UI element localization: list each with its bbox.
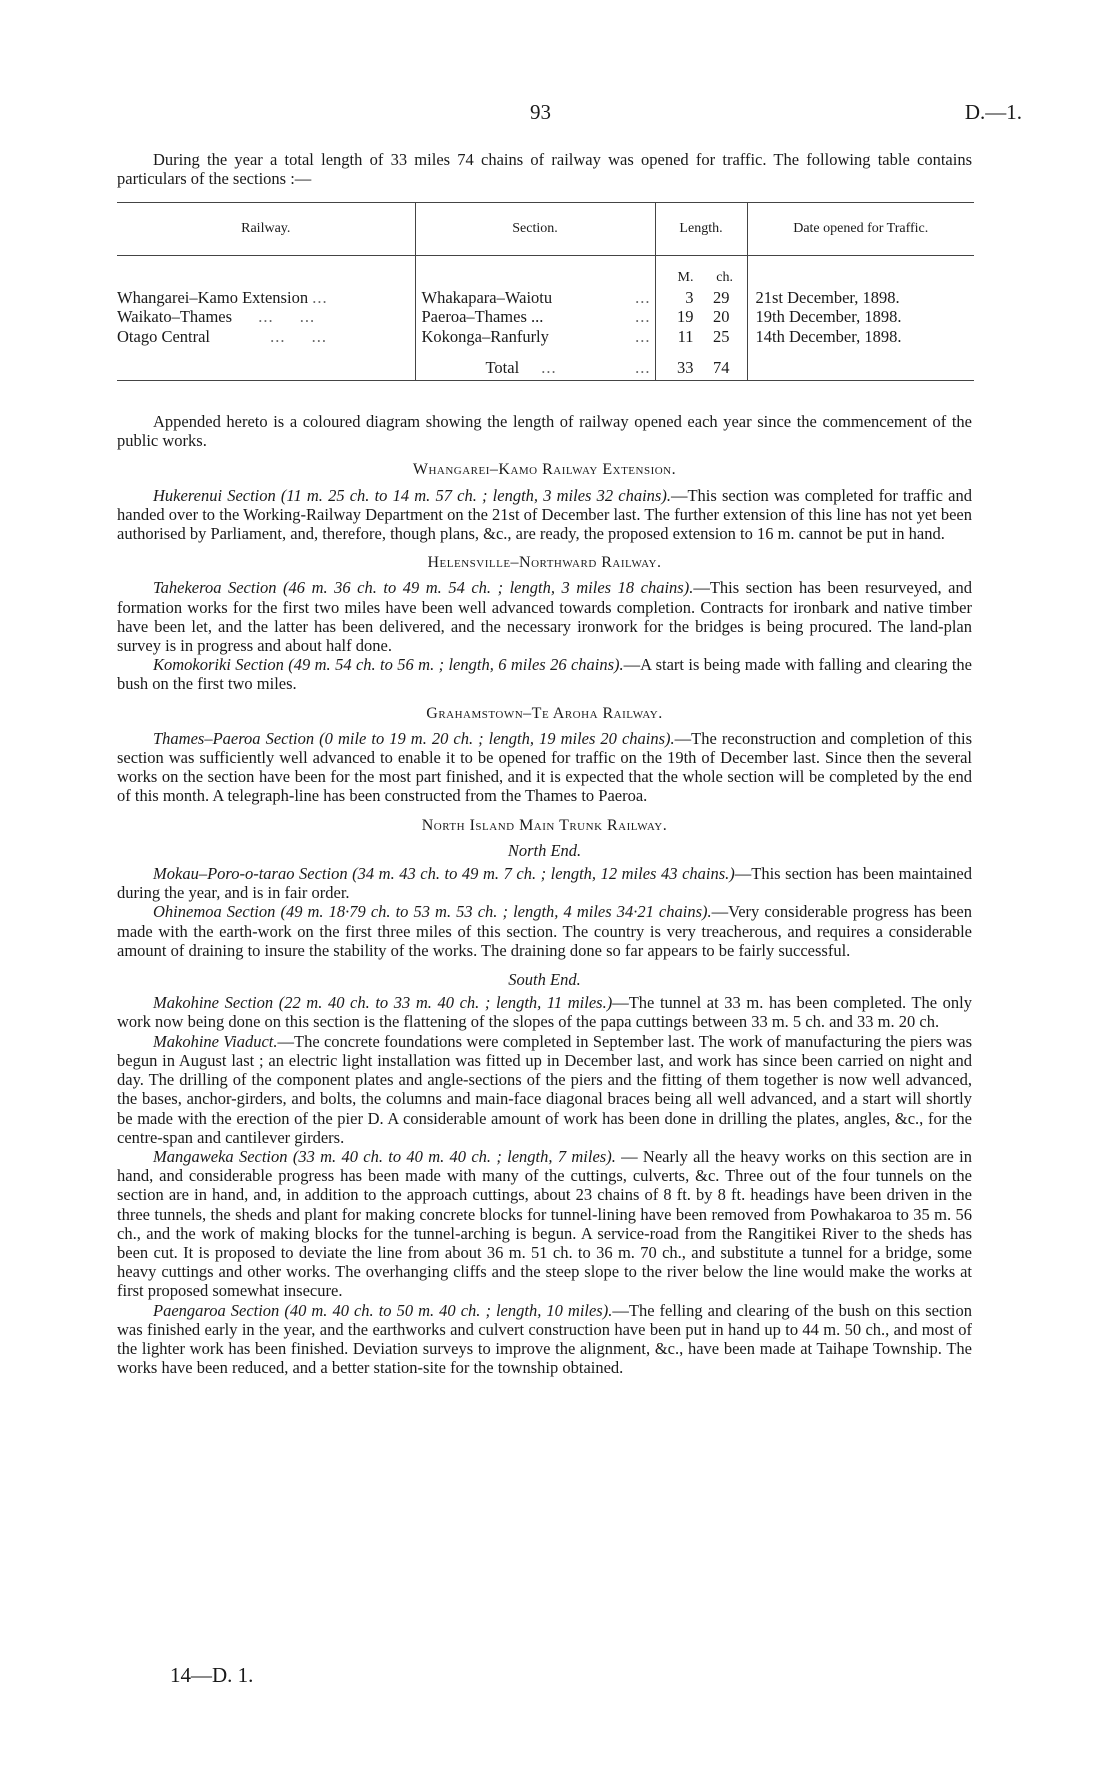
column-header-section: Section. [415,203,655,256]
cell-chains: 25 [713,326,730,346]
table-total-row: Total ... ... 33 74 [117,346,974,381]
signature-mark: 14—D. 1. [170,1663,254,1687]
column-header-railway: Railway. [117,203,415,256]
section-heading: Helensville–Northward Railway. [427,554,662,572]
document-reference: D.—1. [964,100,1022,124]
cell-chains: 20 [713,307,730,326]
table-units-row [117,256,974,288]
paragraph: Tahekeroa Section (46 m. 36 ch. to 49 m. 54 ch. ; length, 3 miles 18 chains).—This section has been resurveyed, and formation works for the first two miles have been well advanced towards completion. Contracts for ironbark and native timber have been let, and the latter has been delivered, and the necessary ironwork for the bridges is being procured. The land-plan survey is in progress and about half done. [117,578,973,656]
cell-railway: Otago Central [117,326,211,346]
subsection-heading: South End. [508,970,581,990]
cell-date: 14th December, 1898. [747,327,974,347]
total-miles: 33 [677,358,694,377]
cell-miles: 11 [677,326,694,346]
cell-miles: 3 [685,287,694,307]
paragraph: Makohine Section (22 m. 40 ch. to 33 m. 40 ch. ; length, 11 miles.)—The tunnel at 33 m. has been completed. The only work now being done on this section is the flattening of the slopes of the papa cuttings between 33 m. 5 ch. and 33 m. 20 ch. [117,993,972,1032]
paragraph: Paengaroa Section (40 m. 40 ch. to 50 m. 40 ch. ; length, 10 miles).—The felling and clearing of the bush on this section was finished early in the year, and the earthworks and culvert construction have been put in hand up to 44 m. 50 ch., and most of the lighter work has been finished. Deviation surveys to improve the alignment, &c., have been made at Taihape Township. The works have been reduced, and a better station-site for the township obtained. [117,1300,972,1378]
section-heading: North Island Main Trunk Railway. [421,816,668,834]
column-header-length: Length. [655,203,747,256]
paragraph: Makohine Viaduct.—The concrete foundations were completed in September last. The work of manufacturing the piers was begun in August last ; an electric light installation was fitted up in December last, and work has since been carried on night and day. The drilling of the component plates and angle-sections of the piers and the fitting of them together is now well advanced, the bases, anchor-girders, and bolts, the columns and main-face diagonal braces being all well advanced, and a start will shortly be made with the erection of the pier D. A considerable amount of work has been done in drilling the plates, angles, &c., for the centre-span and cantilever girders. [117,1031,972,1147]
paragraph: Mokau–Poro-o-tarao Section (34 m. 43 ch. to 49 m. 7 ch. ; length, 12 miles 43 chains.)—This section has been maintained during the year, and is in fair order. [117,864,972,903]
cell-section: Paeroa–Thames ... [421,307,544,326]
paragraph: Mangaweka Section (33 m. 40 ch. to 40 m. 40 ch. ; length, 7 miles). — Nearly all the heavy works on this section are in hand, and considerable progress has been made with many of the cuttings, culverts, &c. Three out of the four tunnels on the section are in hand, and, in addition to the approach cuttings, about 23 chains of 8 ft. by 8 ft. headings have been driven in the three tunnels, the sheds and plant for making concrete blocks for tunnel-lining have been removed from Powhakaroa to 35 m. 56 ch., and the work of making blocks for the tunnel-arching is begun. A service-road from the Rangitikei River to the sheds has been cut. It is proposed to deviate the line from about 36 m. 51 ch. to 36 m. 70 ch., and substitute a tunnel for a bridge, some heavy cuttings and other works. The overhanging cliffs and the steep slope to the river below the line would make the works at first proposed somewhat insecure. [117,1146,972,1301]
page-number: 93 [530,100,551,124]
table-header-row [117,203,974,256]
appended-paragraph: Appended hereto is a coloured diagram showing the length of railway opened each year since the commencement of the public works. [117,412,972,451]
cell-railway: Whangarei–Kamo Extension [117,287,309,307]
cell-railway: Waikato–Thames [117,307,233,326]
total-chains: 74 [713,358,730,377]
cell-date: 21st December, 1898. [747,288,974,308]
table-row: Waikato–Thames ... ... Paeroa–Thames ... ... 19 20 19th December, 1898. [117,307,974,327]
column-header-date: Date opened for Traffic. [747,203,974,256]
paragraph: Thames–Paeroa Section (0 mile to 19 m. 20 ch. ; length, 19 miles 20 chains).—The reconstruction and completion of this section was sufficiently well advanced to enable it to be opened for traffic on the 19th of December last. Since then the several works on the section have been for the most part finished, and it is expected that the whole section will be completed by the end of this month. A telegraph-line has been constructed from the Thames to Paeroa. [117,728,972,806]
section-heading: Whangarei–Kamo Railway Extension. [412,461,677,479]
cell-chains: 29 [713,287,730,307]
table-row: Whangarei–Kamo Extension ... Whakapara–Waiotu ... 3 29 21st December, 1898. [117,288,974,308]
paragraph: Ohinemoa Section (49 m. 18·79 ch. to 53 m. 53 ch. ; length, 4 miles 34·21 chains).—Very considerable progress has been made with the earth-work on the first three miles of this section. The country is very treacherous, and requires a considerable amount of draining to insure the stability of the works. The draining done so far appears to be fairly successful. [117,902,972,960]
intro-paragraph [117,150,972,188]
section-heading: Grahamstown–Te Aroha Railway. [426,704,663,722]
cell-section: Kokonga–Ranfurly [421,326,549,346]
paragraph: Hukerenui Section (11 m. 25 ch. to 14 m. 57 ch. ; length, 3 miles 32 chains).—This section was completed for traffic and handed over to the Working-Railway Department on the 21st of December last. The further extension of this line has not yet been authorised by Parliament, and, therefore, though plans, &c., are ready, the proposed extension to 16 m. cannot be put in hand. [117,485,972,544]
paragraph: Komokoriki Section (49 m. 54 ch. to 56 m. ; length, 6 miles 26 chains).—A start is being made with falling and clearing the bush on the first two miles. [117,655,972,694]
intro-text: During the year a total length of 33 miles 74 chains of railway was opened for traffic. The following table contains particulars of the sections :— [117,150,972,189]
total-label: Total [485,358,520,377]
cell-date: 19th December, 1898. [747,307,974,327]
railway-sections-table [117,202,974,381]
cell-miles: 19 [677,307,694,326]
table-row: Otago Central ... ... Kokonga–Ranfurly ... 11 25 14th December, 1898. [117,327,974,347]
main-text [117,412,972,1377]
unit-chains: ch. [716,270,733,285]
subsection-heading: North End. [507,840,582,860]
cell-section: Whakapara–Waiotu [421,287,553,307]
unit-miles: M. [677,270,694,285]
